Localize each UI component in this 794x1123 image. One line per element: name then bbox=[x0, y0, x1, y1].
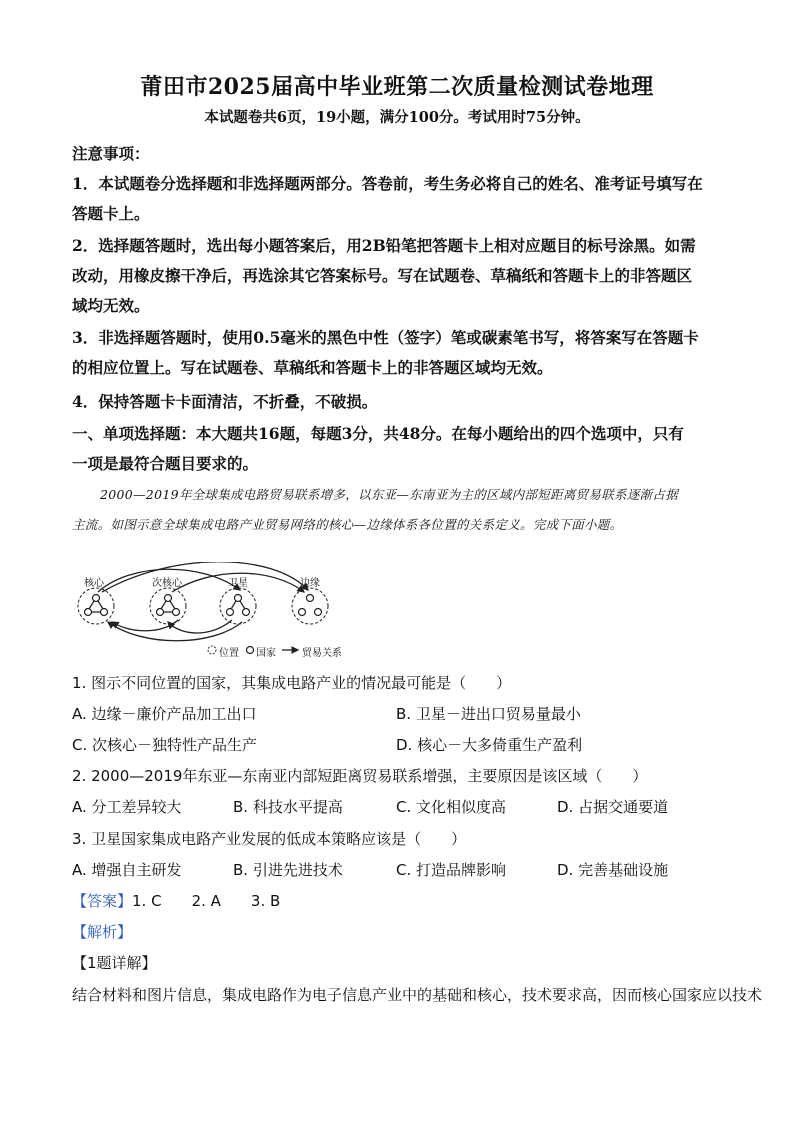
legend-trade-label: 贸易关系 bbox=[302, 648, 342, 659]
legend-country-label: 国家 bbox=[256, 648, 276, 659]
material-line2: 主流。如图示意全球集成电路产业贸易网络的核心—边缘体系各位置的关系定义。完成下面小题。 bbox=[72, 517, 623, 532]
notice-item-1-line1: 1．本试题卷分选择题和非选择题两部分。答卷前，考生务必将自己的姓名、准考证号填写在 bbox=[72, 174, 703, 193]
notice-item-3-line2: 的相应位置上。写在试题卷、草稿纸和答题卡上的非答题区域均无效。 bbox=[72, 358, 553, 377]
notice-item-2-line1: 2．选择题答题时，选出每小题答案后，用2B铅笔把答题卡上相对应题目的标号涂黑。如需 bbox=[72, 236, 696, 255]
notice-item-2-line3: 域均无效。 bbox=[72, 296, 150, 315]
analysis-label: 【解析】 bbox=[72, 923, 133, 941]
question-1-option-b: B. 卫星－进出口贸易量最小 bbox=[396, 705, 581, 723]
answer-label: 【答案】 bbox=[72, 892, 133, 910]
question-1-option-c: C. 次核心－独特性产品生产 bbox=[72, 736, 258, 754]
node-label-periphery: 边缘 bbox=[300, 578, 320, 589]
notice-item-3-line1: 3．非选择题答题时，使用0.5毫米的黑色中性（签字）笔或碳素笔书写，将答案写在答题卡 bbox=[72, 328, 699, 347]
question-3-option-d: D. 完善基础设施 bbox=[557, 861, 669, 879]
answer-row bbox=[72, 890, 280, 911]
node-label-satellite: 卫星 bbox=[228, 578, 248, 589]
material-line1: 2000—2019年全球集成电路贸易联系增多，以东亚—东南亚为主的区域内部短距离贸易联系逐渐占据 bbox=[100, 487, 679, 502]
exam-subtitle: 本试题卷共6页，19小题，满分100分。考试用时75分钟。 bbox=[204, 109, 590, 126]
position-satellite bbox=[220, 588, 256, 624]
legend-position-symbol bbox=[208, 646, 216, 654]
notice-heading: 注意事项： bbox=[72, 144, 150, 163]
answer-text: 1. C 2. A 3. B bbox=[132, 892, 281, 910]
legend-position-label: 位置 bbox=[219, 648, 239, 659]
question-3-option-a: A. 增强自主研发 bbox=[72, 861, 182, 879]
question-3-option-b: B. 引进先进技术 bbox=[233, 861, 343, 879]
question-1-option-a: A. 边缘－廉价产品加工出口 bbox=[72, 705, 257, 723]
notice-item-1-line2: 答题卡上。 bbox=[72, 204, 150, 223]
trade-arc-satellite-subcore bbox=[168, 620, 232, 633]
question-2-option-b: B. 科技水平提高 bbox=[233, 798, 343, 816]
trade-arc-satellite-core bbox=[108, 622, 242, 641]
legend-country-symbol bbox=[247, 647, 254, 654]
node-label-subcore: 次核心 bbox=[152, 578, 182, 589]
page-title: 莆田市2025届高中毕业班第二次质量检测试卷地理 bbox=[140, 74, 654, 100]
question-2-option-d: D. 占据交通要道 bbox=[557, 798, 669, 816]
trade-arc-subcore-core bbox=[112, 620, 178, 631]
core-periphery-diagram bbox=[72, 562, 372, 662]
position-core bbox=[78, 588, 114, 624]
question-2-stem: 2. 2000—2019年东亚—东南亚内部短距离贸易联系增强，主要原因是该区域（ ） bbox=[72, 767, 648, 785]
question-1-option-d: D. 核心－大多倚重生产盈利 bbox=[396, 736, 583, 754]
question-1-stem: 1. 图示不同位置的国家，其集成电路产业的情况最可能是（ ） bbox=[72, 674, 512, 692]
question-2-option-c: C. 文化相似度高 bbox=[396, 798, 507, 816]
node-label-core: 核心 bbox=[84, 578, 104, 589]
question-3-option-c: C. 打造品牌影响 bbox=[396, 861, 507, 879]
trade-arc-core-periphery bbox=[102, 562, 308, 592]
detail-text: 结合材料和图片信息，集成电路作为电子信息产业中的基础和核心，技术要求高，因而核心国家应以技术 bbox=[72, 986, 763, 1004]
section-heading-line1: 一、单项选择题：本大题共16题，每题3分，共48分。在每小题给出的四个选项中，只有 bbox=[72, 424, 684, 443]
detail-label: 【1题详解】 bbox=[72, 954, 157, 972]
position-subcore bbox=[150, 588, 186, 624]
notice-item-4: 4．保持答题卡卡面清洁，不折叠，不破损。 bbox=[72, 392, 378, 411]
notice-item-2-line2: 改动，用橡皮擦干净后，再选涂其它答案标号。写在试题卷、草稿纸和答题卡上的非答题区 bbox=[72, 266, 693, 285]
question-3-stem: 3. 卫星国家集成电路产业发展的低成本策略应该是（ ） bbox=[72, 830, 467, 848]
section-heading-line2: 一项是最符合题目要求的。 bbox=[72, 454, 259, 473]
question-2-option-a: A. 分工差异较大 bbox=[72, 798, 182, 816]
position-periphery bbox=[292, 588, 328, 624]
